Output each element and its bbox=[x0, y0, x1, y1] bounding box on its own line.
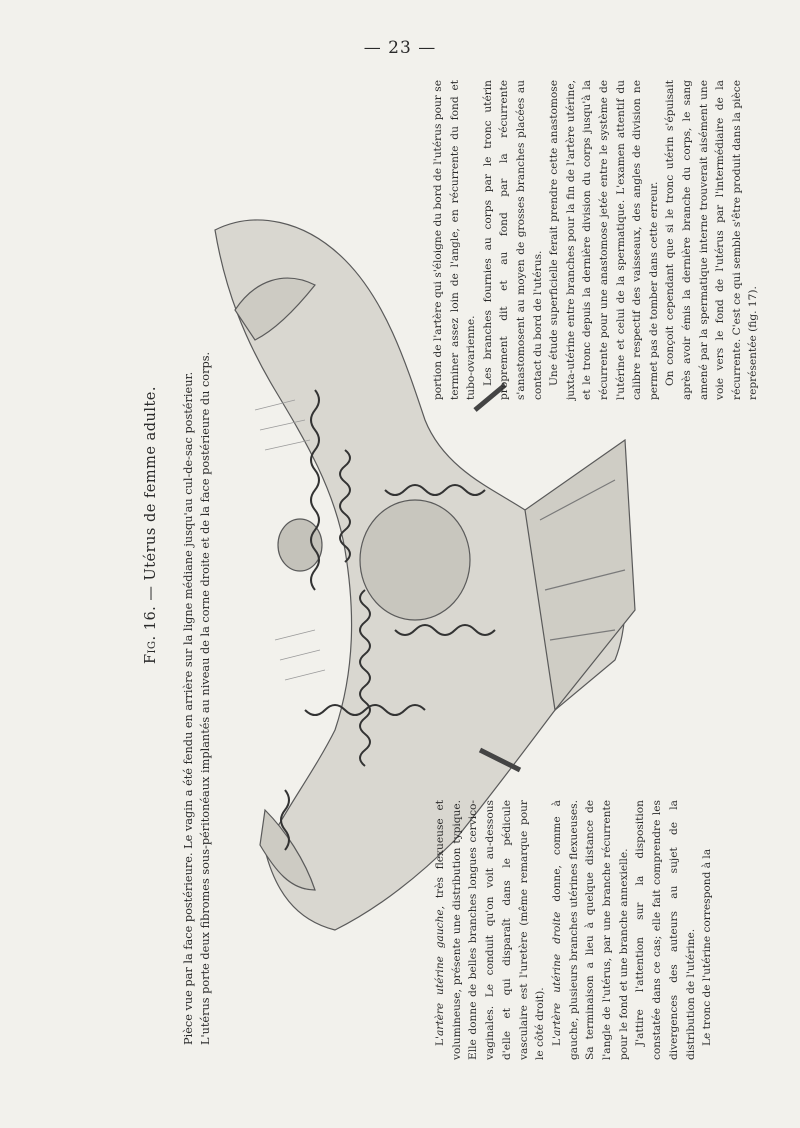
figure-number: Fig. 16. bbox=[143, 605, 159, 664]
caption-line-2: L'utérus porte deux fibromes sous-péritonéaux implantés au niveau de la corne droite et de la face postérieure du corps. bbox=[199, 351, 212, 1045]
paragraph-left-3: J'attire l'attention sur la disposition constatée dans ce cas; elle fait comprendre les divergences des auteurs au sujet de la distribution de l'utérine. bbox=[634, 800, 697, 1060]
paragraph-right-3: Une étude superficielle ferait prendre cette anastomose juxta-utérine entre branches pour la fin de l'artère utérine, et le tronc depuis la dernière division du corps jusqu'à la récurrente pour une anastomose jetée entre le système de l'utérine et celui de la spermatique. L'examen attentif du calibre respectif des vaisseaux, des angles de division ne permet pas de tomber dans cette erreur. bbox=[548, 80, 660, 400]
page-number: — 23 — bbox=[363, 38, 437, 58]
text-column-left bbox=[432, 800, 716, 1060]
figure-title bbox=[142, 345, 160, 705]
figure-title-text: — Utérus de femme adulte. bbox=[143, 386, 159, 601]
caption-line-1: Pièce vue par la face postérieure. Le vagin a été fendu en arrière sur la ligne médiane jusqu'au cul-de-sac postérieur. bbox=[182, 371, 195, 1045]
paragraph-right-1: portion de l'artère qui s'éloigne du bord de l'utérus pour se terminer assez loin de l'angle, en récurrente du fond et tubo-ovarienne. bbox=[432, 80, 478, 400]
text-column-right bbox=[430, 80, 762, 400]
paragraph-left-4: Le tronc de l'utérine correspond à la bbox=[701, 848, 714, 1046]
paragraph-left-1: L'artère utérine gauche, très flexueuse et volumineuse, présente une distribution typique. Elle donne de belles branches longues cervico-vaginales. Le conduit qu'on voit au-dessous d'elle et qui disparaît dans le pédicule vasculaire est l'uretère (même remarque pour le côté droit). bbox=[434, 800, 547, 1060]
paragraph-left-2: L'artère utérine droite donne, comme à gauche, plusieurs branches utérines flexueuses. Sa terminaison a lieu à quelque distance de l'angle de l'utérus, par une branche récurrente pour le fond et une branche annexielle. bbox=[550, 800, 630, 1060]
paragraph-right-2: Les branches fournies au corps par le tronc utérin proprement dit et au fond par la récurrente s'anastomosent au moyen de grosses branches placées au contact du bord de l'utérus. bbox=[481, 80, 544, 400]
paragraph-right-4: On conçoit cependant que si le tronc utérin s'épuisait après avoir émis la dernière branche du corps, le sang amené par la spermatique interne trouverait aisément une voie vers le fond de l'utérus par l'intermédiaire de la récurrente. C'est ce qui semble s'être produit dans la pièce représentée (fig. 17). bbox=[664, 80, 760, 400]
